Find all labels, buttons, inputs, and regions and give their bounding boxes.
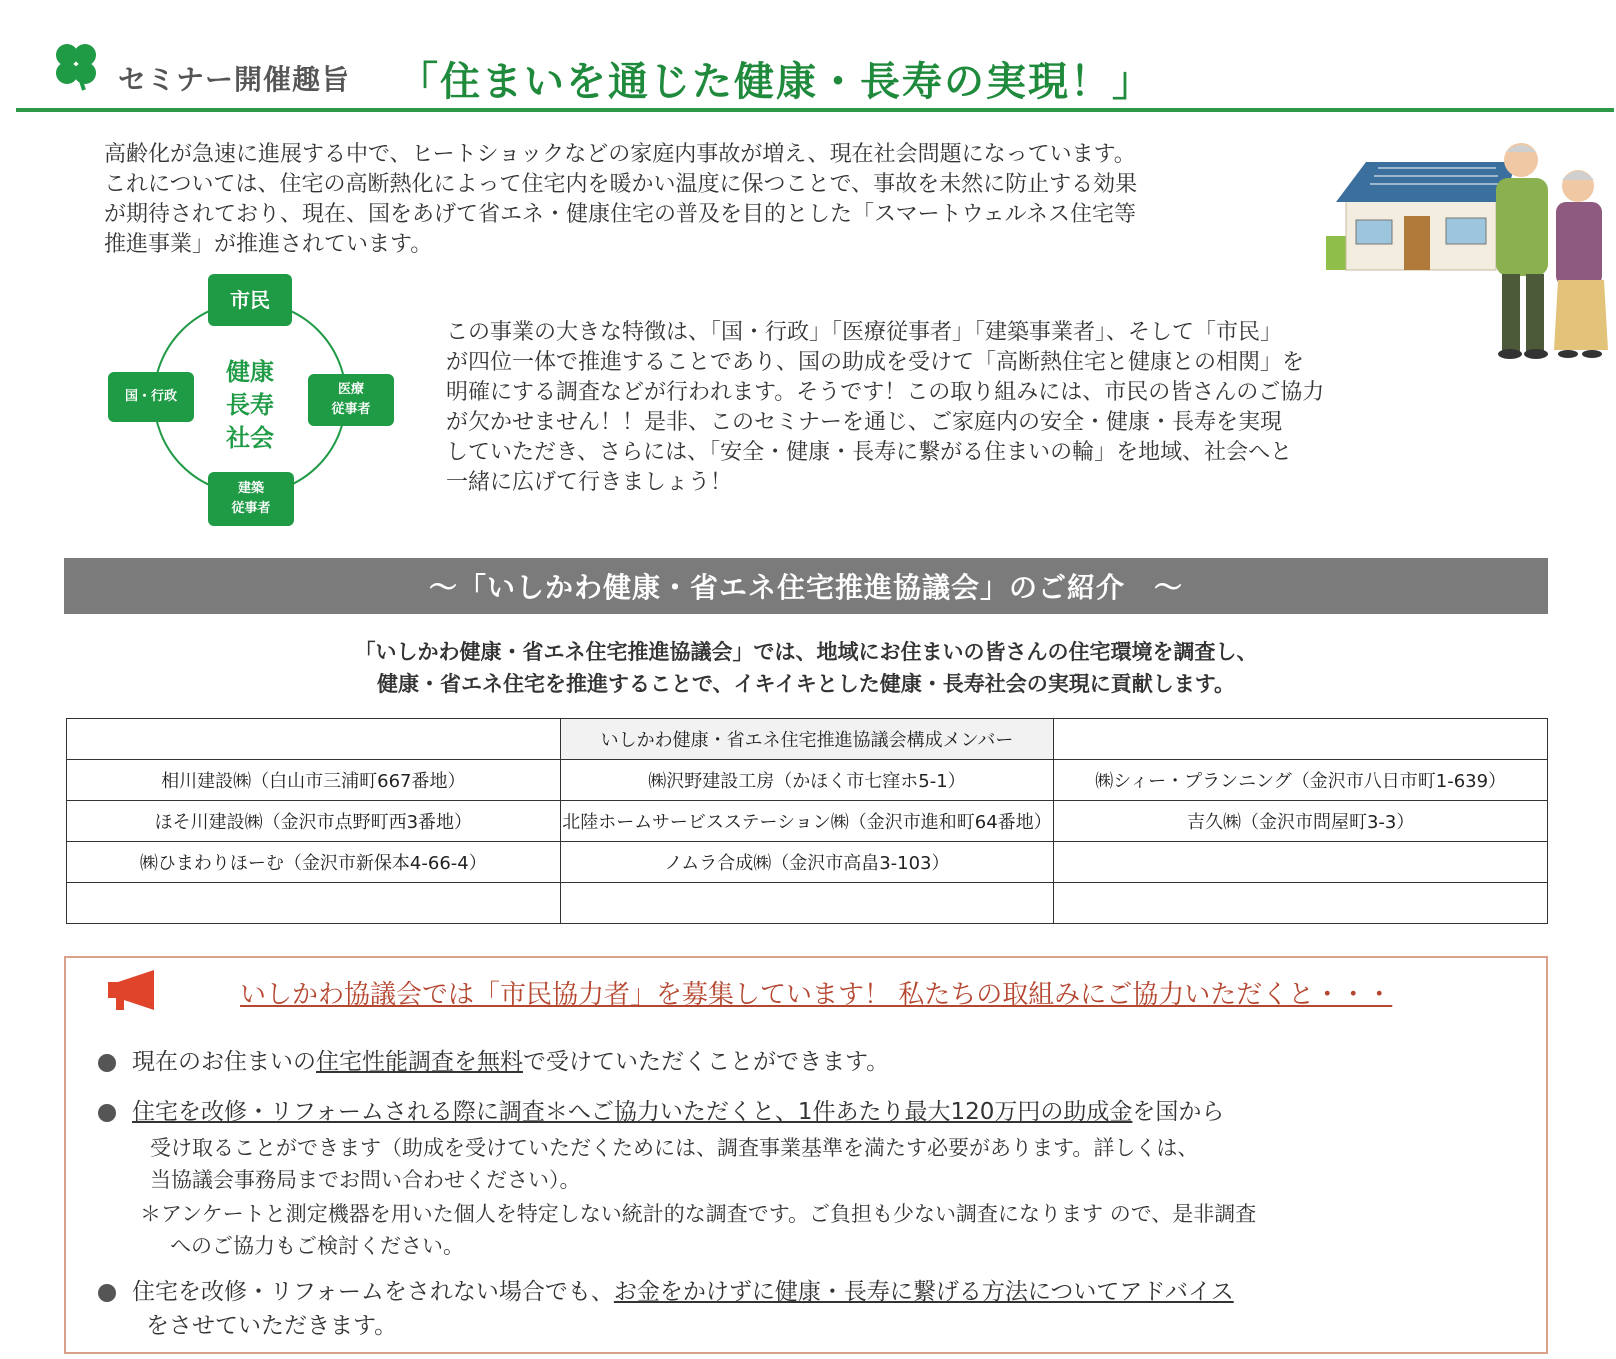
feature-line: 明確にする調査などが行われます。そうです！この取り組みには、市民の皆さんのご協力 — [446, 380, 1325, 405]
clover-icon — [48, 38, 104, 94]
table-cell: ノムラ合成㈱（金沢市高畠3-103） — [560, 842, 1054, 883]
benefit-text-part: 住宅を改修・リフォームをされない場合でも、 — [132, 1279, 614, 1305]
bullet-dot — [98, 1104, 116, 1122]
feature-line: が四位一体で推進することであり、国の助成を受けて「高断熱住宅と健康との相関」を — [446, 350, 1305, 375]
node-construction-line2: 従事者 — [231, 501, 271, 516]
feature-line: が欠かせません！！是非、このセミナーを通じ、ご家庭内の安全・健康・長寿を実現 — [446, 410, 1283, 435]
table-cell — [1054, 719, 1548, 760]
benefit-text — [132, 1276, 1234, 1308]
table-header-row — [67, 719, 1548, 760]
node-medical — [308, 374, 394, 426]
table-header: いしかわ健康・省エネ住宅推進協議会構成メンバー — [560, 719, 1054, 760]
node-citizens: 市民 — [208, 274, 292, 326]
node-medical-line2: 従事者 — [331, 402, 371, 417]
benefit-text-underlined: 住宅を改修・リフォームされる際に調査＊へご協力いただくと、1件あたり最大120万円の助成金 — [132, 1099, 1133, 1125]
table-cell: 北陸ホームサービスステーション㈱（金沢市進和町64番地） — [560, 801, 1054, 842]
table-cell — [1054, 883, 1548, 924]
node-construction — [208, 472, 294, 526]
feature-line: 一緒に広げて行きましょう！ — [446, 470, 733, 495]
benefit-text-underlined: お金をかけずに健康・長寿に繋げる方法についてアドバイス — [613, 1279, 1234, 1305]
table-cell: ㈱ひまわりほーむ（金沢市新保本4-66-4） — [67, 842, 561, 883]
stakeholder-diagram — [100, 270, 410, 530]
table-row — [67, 883, 1548, 924]
benefit-detail: 受け取ることができます（助成を受けていただくためには、調査事業基準を満たす必要があります。詳しくは、 — [150, 1136, 1199, 1160]
center-line: 社会 — [226, 424, 274, 452]
intro-line: 推進事業」が推進されています。 — [104, 232, 433, 257]
benefit-text-part: 現在のお住まいの — [132, 1049, 316, 1075]
survey-note: ＊アンケートと測定機器を用いた個人を特定しない統計的な調査です。ご負担も少ない調査になります ので、是非調査 — [140, 1202, 1257, 1226]
feature-line: この事業の大きな特徴は、「国・行政」「医療従事者」「建築事業者」、そして「市民」 — [446, 320, 1283, 345]
benefit-text — [132, 1046, 889, 1078]
intro-line: これについては、住宅の高断熱化によって住宅内を暖かい温度に保つことで、事故を未然に防止する効果 — [104, 172, 1138, 197]
center-line: 健康 — [226, 358, 274, 386]
bullet-dot — [98, 1284, 116, 1302]
table-cell: ㈱沢野建設工房（かほく市七窪ホ5-1） — [560, 760, 1054, 801]
table-cell: 相川建設㈱（白山市三浦町667番地） — [67, 760, 561, 801]
benefit-text-underlined: 住宅性能調査を無料 — [316, 1049, 523, 1075]
megaphone-icon — [104, 968, 164, 1012]
section-label: セミナー開催趣旨 — [118, 63, 351, 96]
benefit-detail: をさせていただきます。 — [146, 1313, 398, 1339]
table-row — [67, 842, 1548, 883]
council-intro — [64, 636, 1548, 700]
council-banner: ～「いしかわ健康・省エネ住宅推進協議会」のご紹介 ～ — [64, 558, 1548, 614]
feature-paragraph — [446, 318, 1406, 498]
survey-note: へのご協力もご検討ください。 — [170, 1234, 464, 1258]
table-cell — [67, 883, 561, 924]
table-cell — [560, 883, 1054, 924]
benefit-text-part: を国から — [1132, 1099, 1225, 1125]
header-divider — [16, 108, 1614, 112]
table-cell: 吉久㈱（金沢市問屋町3-3） — [1054, 801, 1548, 842]
intro-paragraph — [104, 140, 1254, 260]
table-cell — [1054, 842, 1548, 883]
council-intro-line: 健康・省エネ住宅を推進することで、イキイキとした健康・長寿社会の実現に貢献します。 — [376, 672, 1236, 696]
recruit-heading: いしかわ協議会では「市民協力者」を募集しています！ 私たちの取組みにご協力いただくと・・・ — [240, 980, 1393, 1010]
table-cell — [67, 719, 561, 760]
diagram-center — [200, 356, 300, 455]
benefit-text — [132, 1096, 1224, 1128]
center-line: 長寿 — [226, 391, 274, 419]
node-government: 国・行政 — [108, 372, 194, 422]
council-intro-line: 「いしかわ健康・省エネ住宅推進協議会」では、地域にお住まいの皆さんの住宅環境を調査し、 — [354, 640, 1258, 664]
node-medical-line1: 医療 — [337, 382, 364, 397]
node-construction-line1: 建築 — [237, 481, 264, 496]
benefit-text-part: で受けていただくことができます。 — [523, 1049, 890, 1075]
feature-line: していただき、さらには、「安全・健康・長寿に繋がる住まいの輪」を地域、社会へと — [446, 440, 1293, 465]
page-title: 「住まいを通じた健康・長寿の実現！」 — [398, 59, 1154, 105]
benefit-detail: 当協議会事務局までお問い合わせください）。 — [150, 1168, 581, 1192]
members-table — [66, 718, 1548, 924]
table-cell: ほそ川建設㈱（金沢市点野町西3番地） — [67, 801, 561, 842]
bullet-dot — [98, 1054, 116, 1072]
intro-line: が期待されており、現在、国をあげて省エネ・健康住宅の普及を目的とした「スマートウェルネス住宅等 — [104, 202, 1137, 227]
intro-line: 高齢化が急速に進展する中で、ヒートショックなどの家庭内事故が増え、現在社会問題になっています。 — [104, 142, 1136, 167]
table-cell: ㈱シィー・プランニング（金沢市八日市町1-639） — [1054, 760, 1548, 801]
table-row — [67, 760, 1548, 801]
table-row — [67, 801, 1548, 842]
